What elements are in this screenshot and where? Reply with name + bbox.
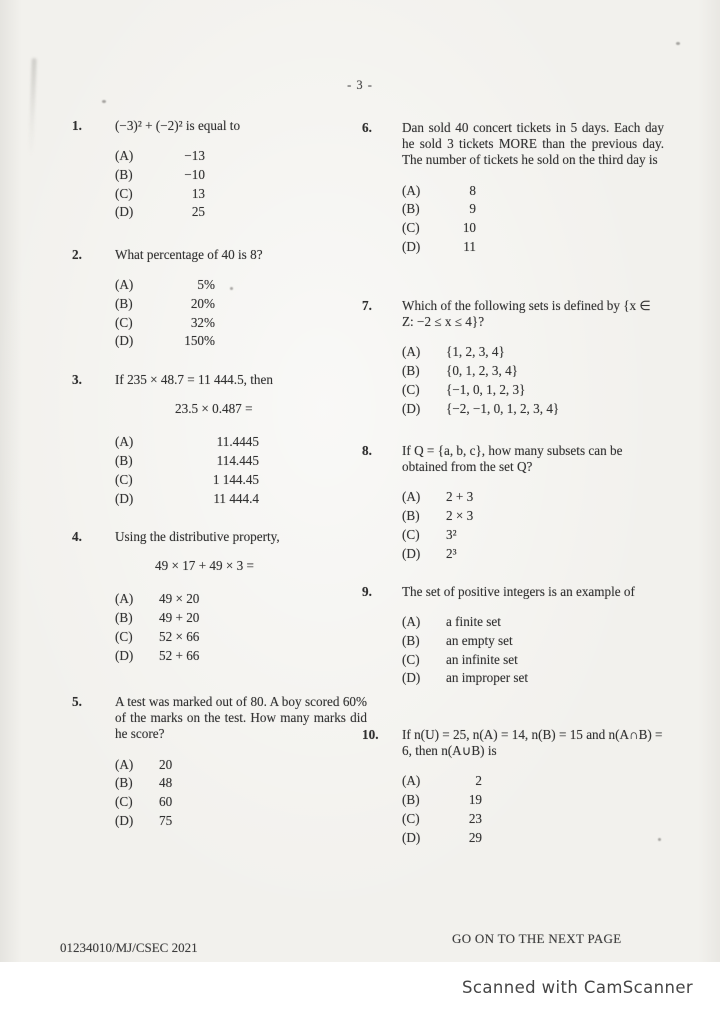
option-row [115,332,215,351]
option-row [115,203,205,222]
option-row [402,828,482,847]
option-value: 49 × 20 [159,591,200,607]
options-list [115,433,259,508]
options-list [115,276,215,351]
question-number: 9. [362,584,372,599]
option-value: 49 + 20 [159,610,200,626]
option-value: 60 [159,793,173,809]
question-number: 2. [72,247,82,262]
option-row [115,628,199,647]
option-letter: (A) [402,344,421,360]
option-letter: (C) [402,810,420,826]
option-value: {0, 1, 2, 3, 4} [446,363,519,379]
option-row [402,381,559,400]
options-list [402,181,476,256]
option-value: 2 × 3 [446,508,474,524]
option-value: 48 [159,775,173,791]
option-letter: (D) [402,238,421,254]
option-row [402,507,473,526]
question-stem: If 235 × 48.7 = 11 444.5, then [115,372,273,387]
option-letter: (C) [115,471,133,487]
options-list [115,147,205,222]
option-letter: (D) [402,829,421,845]
option-row [115,646,199,665]
option-value: −13 [184,148,205,164]
question-stem: (−3)² + (−2)² is equal to [115,118,241,133]
option-row [402,362,559,381]
question-7 [352,298,664,418]
question-stem: The set of positive integers is an example of [402,584,635,599]
option-row [115,774,172,793]
option-value: 25 [191,204,205,220]
option-value: 20% [190,296,215,312]
option-value: 2 + 3 [446,489,474,505]
question-number: 5. [72,694,82,709]
option-value: 23 [468,810,482,826]
question-stem: What percentage of 40 is 8? [115,247,263,262]
question-8 [352,443,664,563]
option-letter: (C) [115,628,133,644]
option-value: 52 + 66 [159,647,200,663]
option-letter: (B) [115,167,133,183]
option-value: 32% [190,314,215,330]
option-letter: (C) [115,185,133,201]
option-letter: (B) [115,453,133,469]
option-letter: (B) [402,201,420,217]
option-letter: (C) [402,381,420,397]
option-letter: (D) [402,545,421,561]
option-row [115,755,172,774]
option-value: 11 [463,238,476,254]
option-row [402,200,476,219]
go-on-instruction: GO ON TO THE NEXT PAGE [452,931,622,946]
option-letter: (D) [115,333,134,349]
option-letter: (A) [402,182,421,198]
scan-speck [676,42,680,45]
options-list [402,613,528,688]
question-2 [58,247,367,351]
option-letter: (B) [402,508,420,524]
question-stem: Which of the following sets is defined by {x ∈ Z: −2 ≤ x ≤ 4}? [402,298,651,330]
option-value: 75 [159,812,173,828]
option-letter: (D) [402,670,421,686]
option-row [115,313,215,332]
option-row [402,526,473,545]
options-list [402,343,559,418]
option-value: 8 [469,182,476,198]
option-row [115,184,205,203]
question-stem: Using the distributive property, [115,529,280,544]
option-value: 10 [462,219,476,235]
option-letter: (D) [115,490,134,506]
option-letter: (B) [115,775,133,791]
option-row [402,343,559,362]
option-value: 11 444.4 [213,490,259,506]
option-value: 5% [197,277,215,293]
options-list [115,755,172,830]
question-number: 8. [362,443,372,458]
option-row [402,219,476,238]
question-number: 3. [72,372,82,387]
option-row [402,810,482,829]
question-1 [58,118,367,222]
option-value: 114.445 [216,453,259,469]
option-row [402,544,473,563]
option-value: an improper set [446,670,529,686]
option-letter: (D) [402,400,421,416]
option-row [402,399,559,418]
option-letter: (A) [115,591,134,607]
option-row [402,613,528,632]
options-list [115,590,199,665]
page-number: - 3 - [347,78,373,92]
option-letter: (A) [402,489,421,505]
option-row [115,609,199,628]
option-row [115,276,215,295]
question-4 [58,529,367,665]
option-value: −10 [184,167,205,183]
question-expression: 23.5 × 0.487 = [175,401,253,417]
option-value: 13 [191,185,205,201]
option-row [402,488,473,507]
question-number: 4. [72,529,82,544]
scan-smudge [28,58,36,156]
option-value: an infinite set [446,651,518,667]
option-row [115,295,215,314]
option-letter: (A) [115,756,134,772]
camscanner-watermark-text: Scanned with CamScanner [462,978,694,997]
question-number: 7. [362,298,372,313]
option-letter: (A) [402,773,421,789]
option-row [402,791,482,810]
options-list [402,772,482,847]
option-row [115,471,259,490]
question-stem: If n(U) = 25, n(A) = 14, n(B) = 15 and n(A∩B) = 6, then n(A∪B) is [402,727,663,759]
option-row [402,650,528,669]
question-stem: A test was marked out of 80. A boy scored 60% of the marks on the test. How many marks did he score? [115,694,367,742]
question-5 [58,694,367,830]
option-value: 20 [159,756,173,772]
question-expression: 49 × 17 + 49 × 3 = [155,558,254,574]
option-row [402,181,476,200]
question-stem: Dan sold 40 concert tickets in 5 days. Each day he sold 3 tickets MORE than the previous day. The number of tickets he sold on the third day is [402,120,664,168]
option-value: 29 [468,829,482,845]
option-letter: (C) [402,219,420,235]
option-value: 11.4445 [216,434,259,450]
option-value: 150% [184,333,215,349]
option-value: {1, 2, 3, 4} [446,344,505,360]
option-value: 52 × 66 [159,628,200,644]
option-value: 3² [446,526,457,542]
option-value: 2 [475,773,482,789]
question-number: 10. [362,727,379,742]
option-letter: (A) [115,277,134,293]
question-10 [352,727,664,847]
option-row [115,166,205,185]
option-value: 2³ [446,545,457,561]
option-letter: (B) [115,610,133,626]
option-letter: (B) [402,633,420,649]
option-value: {−1, 0, 1, 2, 3} [446,381,526,397]
option-row [402,632,528,651]
question-number: 6. [362,120,372,135]
option-row [402,237,476,256]
option-letter: (C) [115,314,133,330]
option-row [402,669,528,688]
question-6 [352,120,664,256]
camscanner-watermark-bar [0,962,720,1018]
option-value: 9 [469,201,476,217]
option-value: 1 144.45 [212,471,259,487]
option-row [115,452,259,471]
option-row [115,433,259,452]
option-row [115,793,172,812]
option-letter: (B) [402,363,420,379]
option-letter: (C) [402,526,420,542]
option-value: an empty set [446,633,513,649]
option-value: 19 [468,792,482,808]
option-letter: (D) [115,647,134,663]
option-value: {−2, −1, 0, 1, 2, 3, 4} [446,400,560,416]
option-letter: (B) [402,792,420,808]
scan-speck [102,100,106,103]
option-letter: (D) [115,204,134,220]
option-row [402,772,482,791]
option-letter: (C) [115,793,133,809]
question-stem: If Q = {a, b, c}, how many subsets can be obtained from the set Q? [402,443,623,475]
question-9 [352,584,664,688]
option-letter: (A) [115,434,134,450]
option-row [115,811,172,830]
option-row [115,489,259,508]
option-letter: (A) [402,614,421,630]
question-number: 1. [72,118,82,133]
option-letter: (C) [402,651,420,667]
option-letter: (B) [115,296,133,312]
option-row [115,590,199,609]
option-row [115,147,205,166]
option-letter: (A) [115,148,134,164]
question-3 [58,372,367,508]
option-value: a finite set [446,614,501,630]
paper-code: 01234010/MJ/CSEC 2021 [60,940,198,955]
option-letter: (D) [115,812,134,828]
options-list [402,488,473,563]
